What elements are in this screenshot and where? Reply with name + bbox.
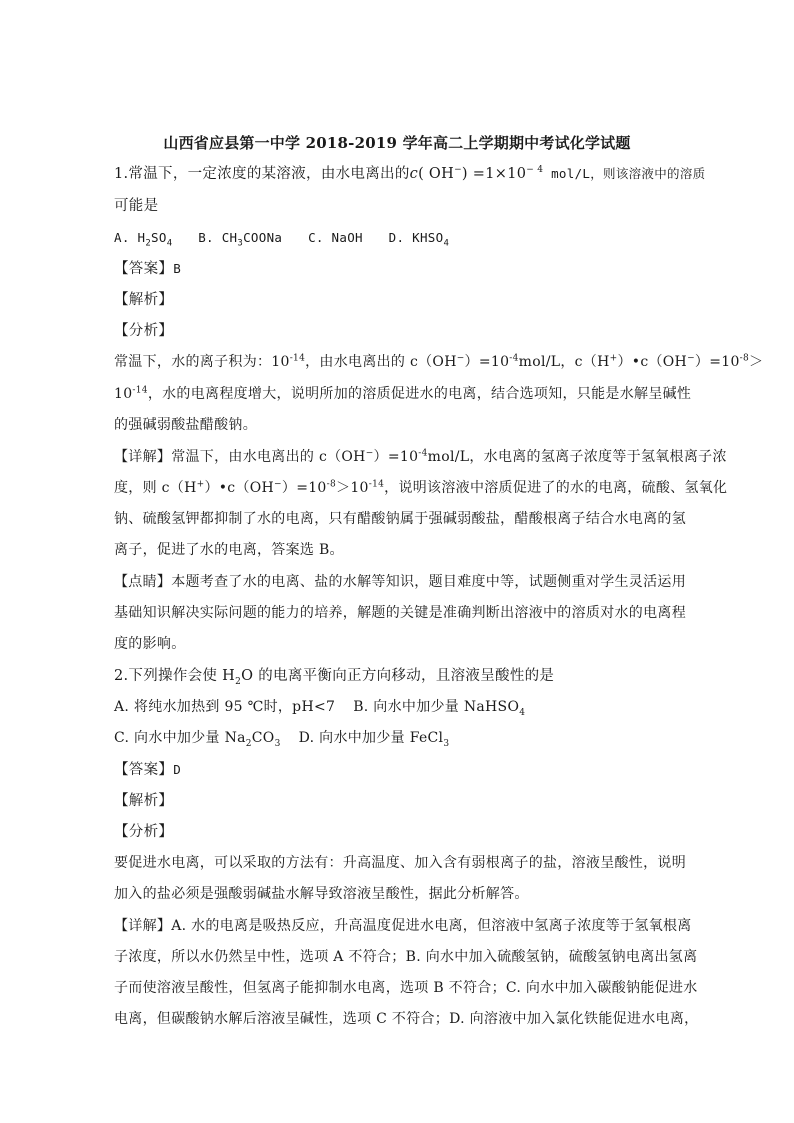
q1-detail-line4: 离子，促进了水的电离，答案选 B。: [114, 542, 344, 558]
q2-stem: 2.下列操作会使 $H_2O$ 的电离平衡向正方向移动，且溶液呈酸性的是: [114, 668, 555, 687]
q2-option-b: B. 向水中加少量 NaHSO$_4$: [353, 699, 526, 718]
q1-option-a: A. $H_2SO_4$: [114, 230, 173, 249]
q2-detail-line3: 子而使溶液呈酸性，但氢离子能抑制水电离，选项 B 不符合；C. 向水中加入碳酸钠能促进水: [114, 980, 698, 996]
q1-comment-line2: 基础知识解决实际问题的能力的培养，解题的关键是准确判断出溶液中的溶质对水的电离程: [114, 605, 686, 621]
q2-fenxi-tag: 【分析】: [114, 824, 174, 840]
q2-detail-line4: 电离，但碳酸钠水解后溶液呈碱性，选项 C 不符合；D. 向溶液中加入氯化铁能促进水电离，: [114, 1011, 699, 1027]
q1-answer: 【答案】B: [114, 261, 182, 277]
q1-detail-line1: 【详解】常温下，由水电离出的 $c(OH^-)=10^{-4}mol/L$，水电离的氢离子浓度等于氢氧根离子浓: [114, 448, 727, 465]
q1-detail-line2: 度，则 $c(H^+)•c(OH^-)=10^{-8}>10^{-14}$，说明该溶液中溶质促进了的水的电离，硫酸、氢氧化: [114, 479, 728, 496]
q2-detail-line2: 子浓度，所以水仍然呈中性，选项 A 不符合；B. 向水中加入硫酸氢钠，硫酸氢钠电离出氢离: [114, 949, 698, 965]
q1-fenxi-tag: 【分析】: [114, 323, 174, 339]
q2-option-d: D. 向水中加少量 FeCl$_3$: [298, 730, 450, 749]
q2-detail-line1: 【详解】A. 水的电离是吸热反应，升高温度促进水电离，但溶液中氢离子浓度等于氢氧根离: [114, 918, 692, 934]
q2-answer: 【答案】D: [114, 762, 182, 778]
q1-comment-line3: 度的影响。: [114, 636, 186, 652]
q1-fenxi-line3: 的强碱弱酸盐醋酸钠。: [114, 417, 257, 433]
q1-analysis-tag: 【解析】: [114, 292, 174, 308]
q2-options-cd: [114, 728, 694, 748]
q1-option-b: B. $CH_3COONa$: [198, 230, 283, 249]
q1-fenxi-line1: 常温下，水的离子积为：$10^{-14}$，由水电离出的 $c(OH^-)=10^{-4}mol/L$，$c(H^+)•c(OH^-)=10^{-8}>$: [114, 353, 764, 370]
q1-option-c: C. NaOH: [308, 230, 363, 245]
q1-comment-line1: 【点睛】本题考查了水的电离、盐的水解等知识，题目难度中等，试题侧重对学生灵活运用: [114, 574, 687, 590]
q2-option-a: A. 将纯水加热到 95 ℃时，pH<7: [114, 699, 336, 715]
q1-fenxi-line2: $10^{-14}$，水的电离程度增大，说明所加的溶质促进水的电离，结合选项知，只能是水解呈碱性: [114, 385, 692, 402]
q1-options: [114, 228, 694, 248]
q2-option-c: C. 向水中加少量 $Na_2CO_3$: [114, 730, 281, 749]
page-title: 山西省应县第一中学 2018-2019 学年高二上学期期中考试化学试题: [163, 134, 631, 152]
q1-detail-line3: 钠、硫酸氢钾都抑制了水的电离，只有醋酸钠属于强碱弱酸盐，醋酸根离子结合水电离的氢: [114, 511, 686, 527]
q2-options-ab: [114, 697, 694, 717]
q2-fenxi-line1: 要促进水电离，可以采取的方法有：升高温度、加入含有弱根离子的盐，溶液呈酸性，说明: [114, 855, 686, 871]
q1-stem-line1: 1.常温下，一定浓度的某溶液，由水电离出的c( $OH^-) =1\times 10^{- 4}$ mol/L，则该溶液中的溶质: [114, 165, 706, 182]
q1-stem-line2: 可能是: [114, 198, 159, 214]
q2-analysis-tag: 【解析】: [114, 793, 174, 809]
q2-fenxi-line2: 加入的盐必须是强酸弱碱盐水解导致溶液呈酸性，据此分析解答。: [114, 886, 529, 902]
q1-option-d: D. $KHSO_4$: [388, 230, 450, 249]
